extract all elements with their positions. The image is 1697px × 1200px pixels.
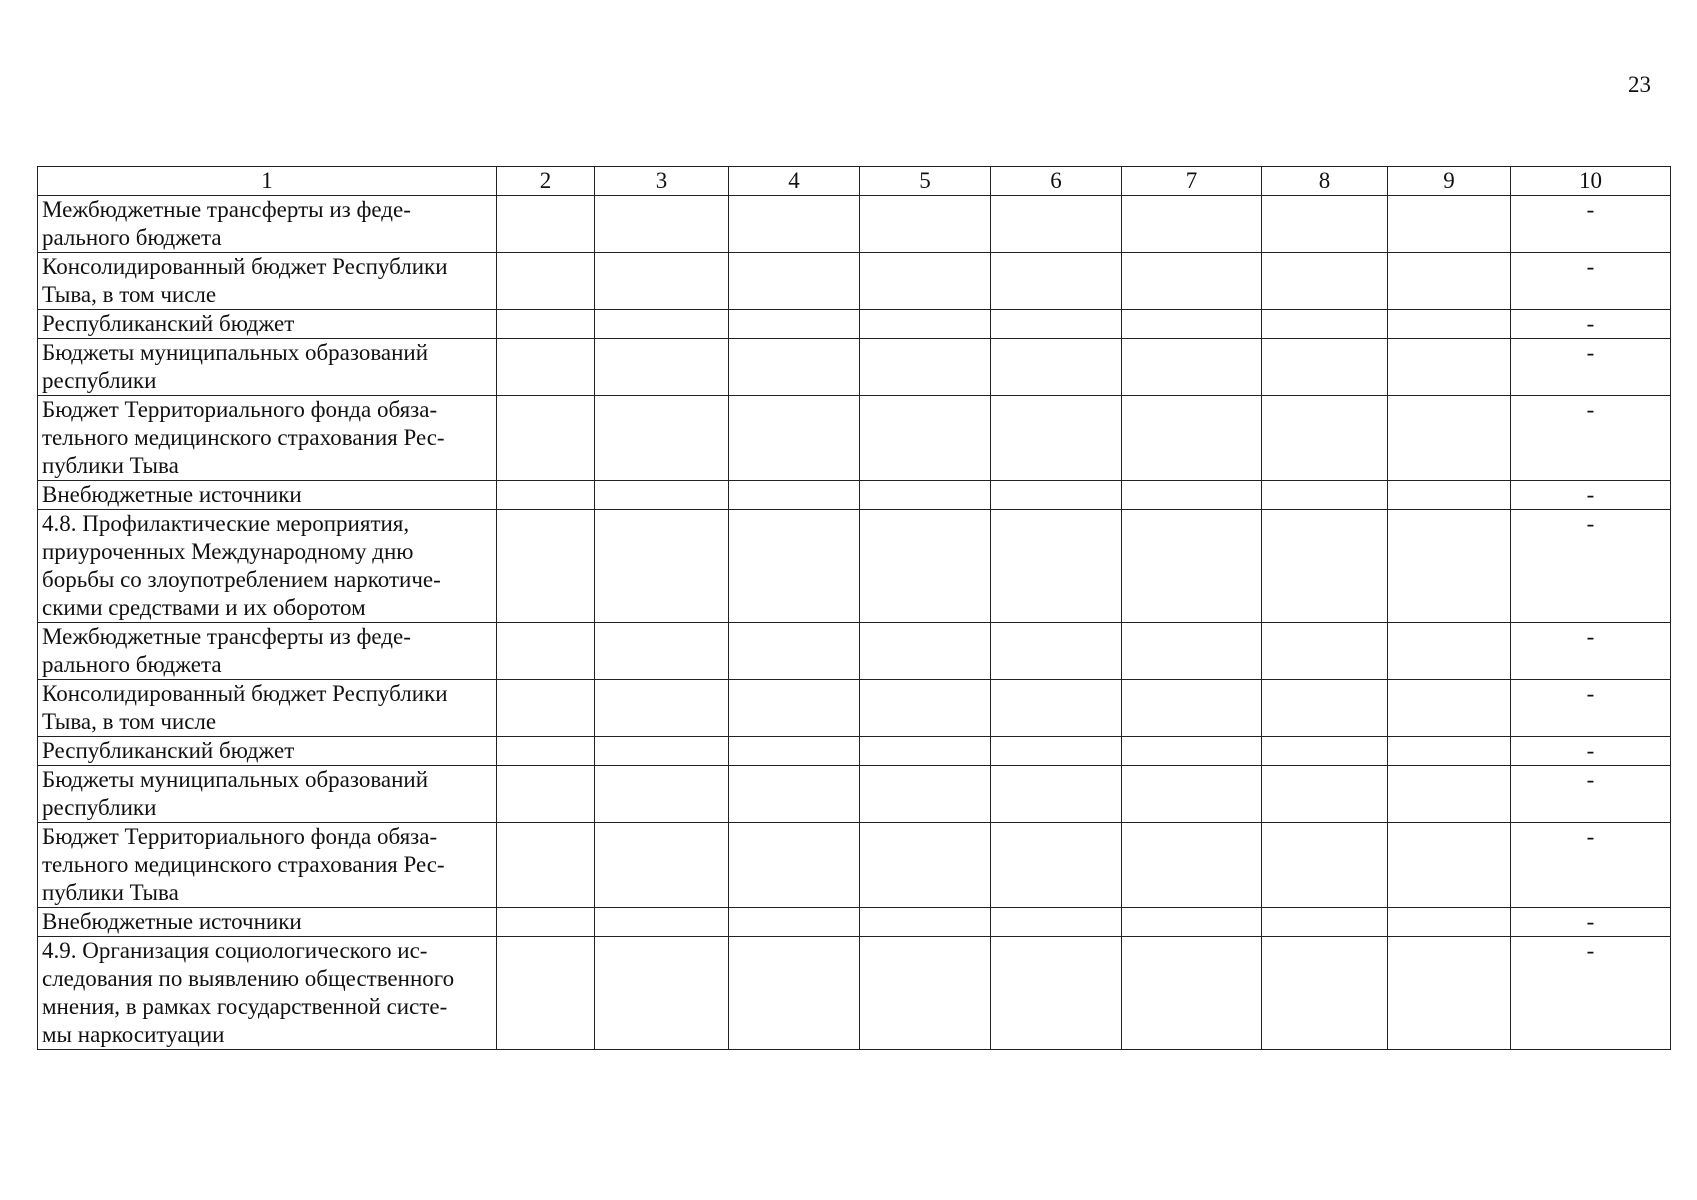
- table-row: [38, 510, 1671, 623]
- cell-col-10: -: [1511, 253, 1671, 310]
- cell-col-9: [1388, 510, 1511, 623]
- cell-col-9: [1388, 737, 1511, 766]
- row-label-line: республики: [42, 368, 157, 393]
- cell-col-4: [729, 339, 860, 396]
- cell-col-2: [497, 196, 595, 253]
- cell-col-9: [1388, 937, 1511, 1050]
- row-label-line: скими средствами и их оборотом: [42, 595, 366, 620]
- cell-col-7: [1122, 481, 1262, 510]
- cell-col-4: [729, 310, 860, 339]
- row-label-line: приуроченных Международному дню: [42, 539, 414, 564]
- row-label-line: Консолидированный бюджет Республики: [42, 254, 448, 279]
- cell-col-4: [729, 253, 860, 310]
- row-label: [38, 823, 497, 908]
- cell-col-8: [1262, 766, 1388, 823]
- cell-col-9: [1388, 339, 1511, 396]
- cell-col-5: [860, 737, 991, 766]
- column-header-10: 10: [1511, 167, 1671, 196]
- header-row: [38, 167, 1671, 196]
- cell-col-6: [991, 253, 1122, 310]
- table-row: [38, 481, 1671, 510]
- table-row: [38, 623, 1671, 680]
- cell-col-7: [1122, 510, 1262, 623]
- cell-col-8: [1262, 623, 1388, 680]
- cell-col-5: [860, 623, 991, 680]
- cell-col-2: [497, 766, 595, 823]
- cell-col-8: [1262, 908, 1388, 937]
- cell-col-2: [497, 510, 595, 623]
- cell-col-6: [991, 196, 1122, 253]
- cell-col-9: [1388, 766, 1511, 823]
- cell-col-5: [860, 196, 991, 253]
- cell-col-6: [991, 510, 1122, 623]
- cell-col-4: [729, 481, 860, 510]
- cell-col-10: -: [1511, 510, 1671, 623]
- cell-col-4: [729, 510, 860, 623]
- row-label-line: следования по выявлению общественного: [42, 966, 455, 991]
- cell-col-3: [595, 510, 729, 623]
- cell-col-6: [991, 680, 1122, 737]
- cell-col-3: [595, 339, 729, 396]
- cell-col-6: [991, 766, 1122, 823]
- row-label-line: рального бюджета: [42, 225, 222, 250]
- table-row: [38, 310, 1671, 339]
- cell-col-9: [1388, 623, 1511, 680]
- row-label-line: Внебюджетные источники: [42, 482, 302, 507]
- cell-col-5: [860, 937, 991, 1050]
- row-label-line: Республиканский бюджет: [42, 738, 295, 763]
- cell-col-3: [595, 908, 729, 937]
- cell-col-7: [1122, 937, 1262, 1050]
- row-label-line: Бюджеты муниципальных образований: [42, 340, 429, 365]
- cell-col-8: [1262, 253, 1388, 310]
- row-label-line: Внебюджетные источники: [42, 909, 302, 934]
- column-header-2: 2: [497, 167, 595, 196]
- cell-col-9: [1388, 823, 1511, 908]
- column-header-3: 3: [595, 167, 729, 196]
- cell-col-9: [1388, 310, 1511, 339]
- cell-col-3: [595, 396, 729, 481]
- cell-col-2: [497, 396, 595, 481]
- row-label: [38, 680, 497, 737]
- cell-col-5: [860, 823, 991, 908]
- cell-col-3: [595, 310, 729, 339]
- table-row: [38, 937, 1671, 1050]
- cell-col-4: [729, 737, 860, 766]
- cell-col-6: [991, 908, 1122, 937]
- column-header-9: 9: [1388, 167, 1511, 196]
- table-row: [38, 339, 1671, 396]
- row-label: [38, 481, 497, 510]
- cell-col-2: [497, 253, 595, 310]
- cell-col-7: [1122, 737, 1262, 766]
- table-row: [38, 680, 1671, 737]
- row-label-line: 4.9. Организация социологического ис-: [42, 938, 428, 963]
- cell-col-10: -: [1511, 737, 1671, 766]
- cell-col-9: [1388, 908, 1511, 937]
- row-label: [38, 766, 497, 823]
- row-label-line: тельного медицинского страхования Рес-: [42, 425, 445, 450]
- row-label-line: рального бюджета: [42, 652, 222, 677]
- row-label-line: республики: [42, 795, 157, 820]
- cell-col-10: -: [1511, 310, 1671, 339]
- table-row: [38, 396, 1671, 481]
- cell-col-9: [1388, 253, 1511, 310]
- column-header-4: 4: [729, 167, 860, 196]
- cell-col-10: -: [1511, 623, 1671, 680]
- cell-col-7: [1122, 196, 1262, 253]
- row-label-line: Бюджеты муниципальных образований: [42, 767, 429, 792]
- cell-col-3: [595, 623, 729, 680]
- row-label-line: Межбюджетные трансферты из феде-: [42, 624, 411, 649]
- cell-col-8: [1262, 680, 1388, 737]
- cell-col-3: [595, 737, 729, 766]
- cell-col-2: [497, 339, 595, 396]
- table-row: [38, 737, 1671, 766]
- cell-col-3: [595, 823, 729, 908]
- row-label-line: Республиканский бюджет: [42, 311, 295, 336]
- cell-col-3: [595, 766, 729, 823]
- cell-col-10: -: [1511, 766, 1671, 823]
- cell-col-4: [729, 396, 860, 481]
- cell-col-4: [729, 196, 860, 253]
- cell-col-2: [497, 737, 595, 766]
- row-label: [38, 253, 497, 310]
- cell-col-8: [1262, 510, 1388, 623]
- cell-col-8: [1262, 396, 1388, 481]
- table-row: [38, 253, 1671, 310]
- cell-col-2: [497, 481, 595, 510]
- table-row: [38, 908, 1671, 937]
- row-label-line: 4.8. Профилактические мероприятия,: [42, 511, 410, 536]
- cell-col-2: [497, 908, 595, 937]
- cell-col-9: [1388, 396, 1511, 481]
- cell-col-5: [860, 253, 991, 310]
- cell-col-5: [860, 396, 991, 481]
- column-header-8: 8: [1262, 167, 1388, 196]
- row-label: [38, 196, 497, 253]
- row-label: [38, 908, 497, 937]
- cell-col-3: [595, 253, 729, 310]
- cell-col-10: -: [1511, 481, 1671, 510]
- cell-col-3: [595, 196, 729, 253]
- cell-col-6: [991, 623, 1122, 680]
- table-row: [38, 766, 1671, 823]
- row-label: [38, 310, 497, 339]
- row-label-line: Межбюджетные трансферты из феде-: [42, 197, 411, 222]
- row-label: [38, 937, 497, 1050]
- row-label-line: мнения, в рамках государственной систе-: [42, 994, 448, 1019]
- cell-col-8: [1262, 481, 1388, 510]
- cell-col-10: -: [1511, 908, 1671, 937]
- page-number: 23: [1628, 72, 1651, 97]
- cell-col-5: [860, 481, 991, 510]
- row-label-line: Консолидированный бюджет Республики: [42, 681, 448, 706]
- row-label: [38, 510, 497, 623]
- cell-col-7: [1122, 623, 1262, 680]
- cell-col-5: [860, 766, 991, 823]
- cell-col-5: [860, 908, 991, 937]
- column-header-1: 1: [38, 167, 497, 196]
- column-header-5: 5: [860, 167, 991, 196]
- cell-col-4: [729, 680, 860, 737]
- cell-col-5: [860, 510, 991, 623]
- cell-col-4: [729, 908, 860, 937]
- cell-col-8: [1262, 196, 1388, 253]
- cell-col-6: [991, 823, 1122, 908]
- cell-col-8: [1262, 823, 1388, 908]
- row-label: [38, 396, 497, 481]
- cell-col-3: [595, 481, 729, 510]
- cell-col-2: [497, 680, 595, 737]
- cell-col-6: [991, 737, 1122, 766]
- cell-col-10: -: [1511, 680, 1671, 737]
- cell-col-7: [1122, 908, 1262, 937]
- cell-col-8: [1262, 737, 1388, 766]
- cell-col-6: [991, 339, 1122, 396]
- cell-col-2: [497, 623, 595, 680]
- row-label-line: публики Тыва: [42, 880, 179, 905]
- row-label-line: Бюджет Территориального фонда обяза-: [42, 397, 438, 422]
- cell-col-2: [497, 937, 595, 1050]
- cell-col-7: [1122, 339, 1262, 396]
- row-label-line: борьбы со злоупотреблением наркотиче-: [42, 567, 441, 592]
- cell-col-7: [1122, 396, 1262, 481]
- budget-table: [37, 166, 1671, 1050]
- cell-col-10: -: [1511, 396, 1671, 481]
- cell-col-5: [860, 680, 991, 737]
- cell-col-9: [1388, 481, 1511, 510]
- cell-col-8: [1262, 310, 1388, 339]
- cell-col-9: [1388, 680, 1511, 737]
- row-label-line: тельного медицинского страхования Рес-: [42, 852, 445, 877]
- cell-col-6: [991, 310, 1122, 339]
- cell-col-7: [1122, 253, 1262, 310]
- row-label-line: Бюджет Территориального фонда обяза-: [42, 824, 438, 849]
- cell-col-7: [1122, 680, 1262, 737]
- row-label: [38, 623, 497, 680]
- cell-col-3: [595, 680, 729, 737]
- row-label-line: публики Тыва: [42, 453, 179, 478]
- cell-col-10: -: [1511, 339, 1671, 396]
- cell-col-4: [729, 766, 860, 823]
- cell-col-4: [729, 937, 860, 1050]
- row-label-line: мы наркоситуации: [42, 1022, 225, 1047]
- cell-col-2: [497, 823, 595, 908]
- cell-col-7: [1122, 823, 1262, 908]
- cell-col-5: [860, 310, 991, 339]
- cell-col-6: [991, 481, 1122, 510]
- cell-col-8: [1262, 339, 1388, 396]
- column-header-7: 7: [1122, 167, 1262, 196]
- column-header-6: 6: [991, 167, 1122, 196]
- cell-col-3: [595, 937, 729, 1050]
- row-label-line: Тыва, в том числе: [42, 282, 217, 307]
- cell-col-6: [991, 396, 1122, 481]
- cell-col-6: [991, 937, 1122, 1050]
- cell-col-7: [1122, 310, 1262, 339]
- cell-col-2: [497, 310, 595, 339]
- cell-col-10: -: [1511, 937, 1671, 1050]
- row-label-line: Тыва, в том числе: [42, 709, 217, 734]
- cell-col-9: [1388, 196, 1511, 253]
- cell-col-10: -: [1511, 196, 1671, 253]
- table-row: [38, 823, 1671, 908]
- row-label: [38, 339, 497, 396]
- cell-col-4: [729, 823, 860, 908]
- table-body: [38, 196, 1671, 1050]
- table-row: [38, 196, 1671, 253]
- cell-col-5: [860, 339, 991, 396]
- cell-col-7: [1122, 766, 1262, 823]
- cell-col-4: [729, 623, 860, 680]
- row-label: [38, 737, 497, 766]
- cell-col-10: -: [1511, 823, 1671, 908]
- cell-col-8: [1262, 937, 1388, 1050]
